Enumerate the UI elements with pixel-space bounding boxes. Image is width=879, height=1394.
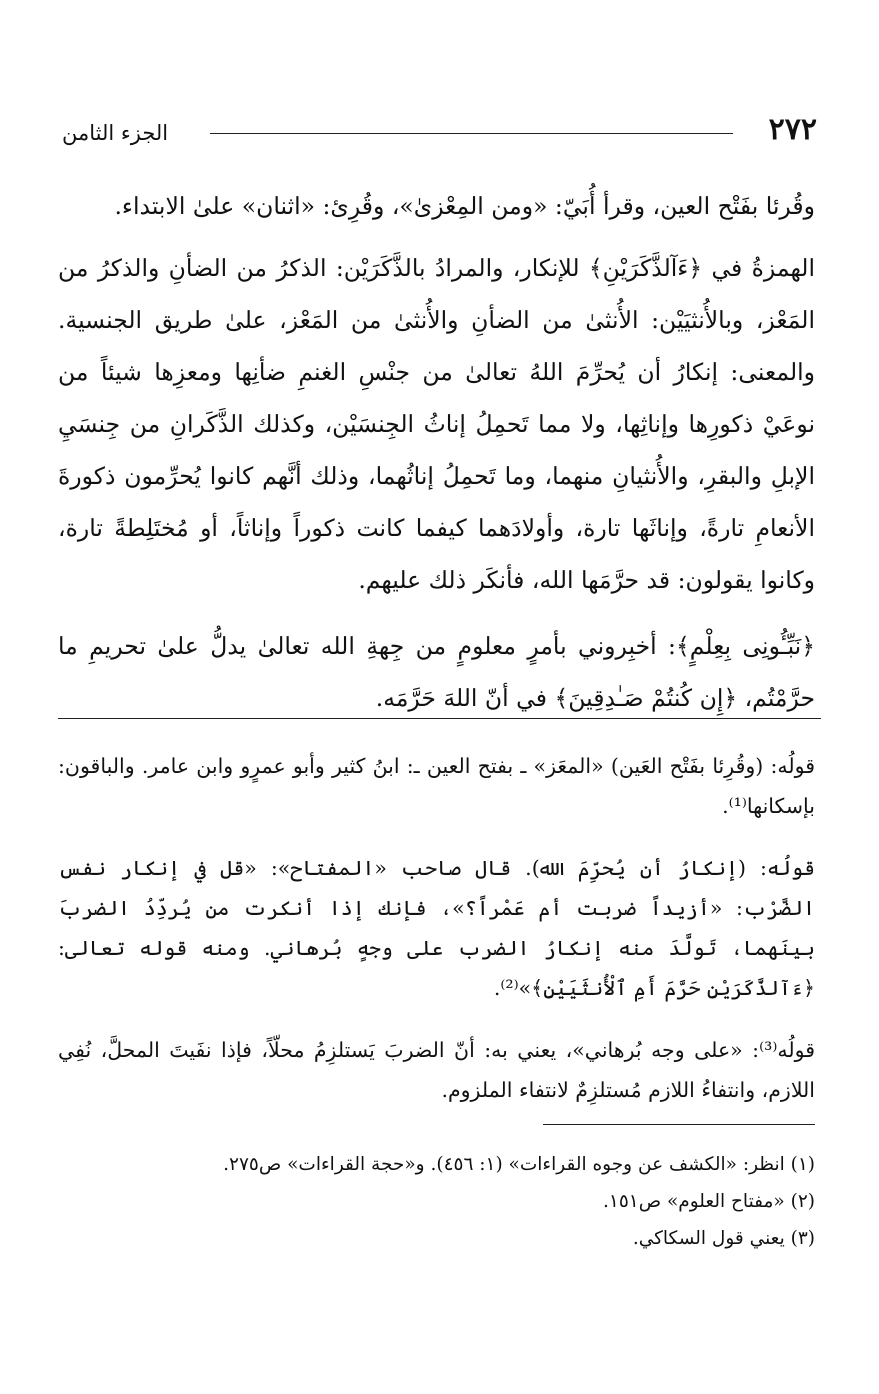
footnotes	[58, 1146, 815, 1257]
footnote-3: (٣) يعني قول السكاكي.	[632, 1228, 815, 1249]
commentary-paragraph-3: قولُه⁽³⁾: «على وجه بُرهاني»، يعني به: أنّ الضربَ يَستلزِمُ محلّاً، فإذا نفَيتَ المحلَّ، نُفِي اللازم، وانتفاءُ اللازم مُستلزِمٌ لانتفاء الملزوم.	[58, 1038, 815, 1102]
footnote-2: (٢) «مفتاح العلوم» ص١٥١.	[603, 1191, 815, 1212]
header-rule	[210, 133, 733, 134]
main-paragraph-1: وقُرئا بفَتْح العين، وقرأ أُبَيّ: «ومن المِعْزىٰ»، وقُرِئ: «اثنان» علىٰ الابتداء.	[114, 192, 815, 220]
page-number: ٢٧٢	[768, 112, 817, 147]
main-paragraph-3: ﴿نَبِّـُٔونِى بِعِلْمٍ﴾: أخبِروني بأمرٍ معلومٍ من جِهةِ الله تعالىٰ يدلُّ علىٰ تحريمِ ما حرَّمْتُم، ﴿إِن كُنتُمْ صَـٰدِقِينَ﴾ في أنّ اللهَ حَرَّمَه.	[58, 632, 815, 712]
main-text	[58, 180, 815, 738]
commentary-paragraph-2: قولُه: (إنكارُ أن يُحرِّمَ الله). قال صاحب «المفتاح»: «قل في إنكار نفس الضَّرْب: «أزيداً ضربت أم عَمْراً؟»، فإنك إذا أنكرت من يُردِّدُ الضربَ بينَهما، تَولَّدَ منه إنكارُ الضرب على وجهٍ بُرهاني. ومنه قوله تعالى: ﴿ءَآلذَّكَرَيْنِ حَرَّمَ أَمِ ٱلْأُنثَيَيْنِ﴾»⁽²⁾.	[58, 856, 815, 1000]
running-head: الجزء الثامن	[62, 121, 169, 145]
page-header	[62, 112, 817, 152]
footnote-1: (١) انظر: «الكشف عن وجوه القراءات» (١: ٤٥٦). و«حجة القراءات» ص٢٧٥.	[223, 1154, 815, 1175]
commentary	[58, 746, 815, 1132]
footnote-rule	[543, 1124, 815, 1125]
main-paragraph-2: الهمزةُ في ﴿ءَآلذَّكَرَيْنِ﴾ للإنكار، والمرادُ بالذَّكَرَيْن: الذكرُ من الضأنِ والذكرُ من المَعْز، وبالأُنثيَيْن: الأُنثىٰ من الضأنِ والأُنثىٰ من المَعْز، علىٰ طريق الجنسية. والمعنى: إنكارُ أن يُحرِّمَ اللهُ تعالىٰ من جنْسِ الغنمِ ضأنِها ومعزِها شيئاً من نوعَيْ ذكورِها وإناثِها، ولا مما تَحمِلُ إناثُ الجِنسَيْن، وكذلك الذَّكَرانِ من جِنسَيِ الإبلِ والبقرِ، والأُنثيانِ منهما، وما تَحمِلُ إناثُهما، وذلك أنَّهم كانوا يُحرِّمون ذكورةَ الأنعامِ تارةً، وإناثَها تارة، وأولادَهما كيفما كانت ذكوراً وإناثاً، أو مُختَلِطةً تارة، وكانوا يقولون: قد حرَّمَها الله، فأنكَر ذلك عليهم.	[58, 254, 815, 594]
section-divider	[58, 718, 821, 719]
commentary-paragraph-1: قولُه: (وقُرِئا بفَتْح العَين) «المعَز» ـ بفتح العين ـ: ابنُ كثير وأبو عمرٍو وابن عامر. والباقون: بإسكانها⁽¹⁾.	[58, 754, 815, 818]
